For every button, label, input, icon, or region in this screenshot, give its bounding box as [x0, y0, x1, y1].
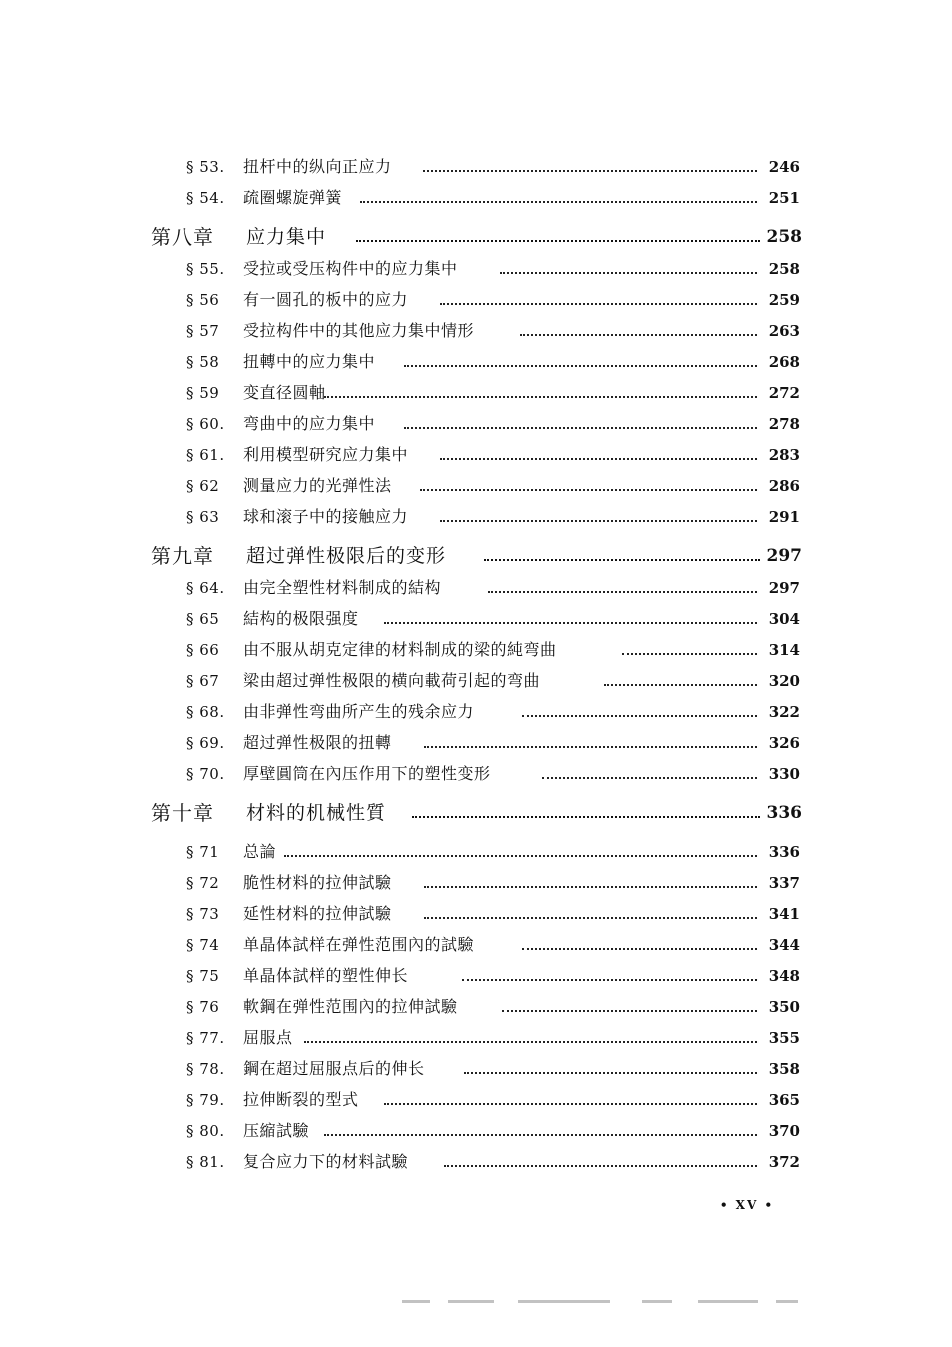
dot-leader — [384, 605, 757, 633]
chapter-number: 第十章 — [151, 801, 214, 825]
section-title: 有一圆孔的板中的应力 — [243, 290, 409, 309]
section-number: § 72 — [186, 874, 220, 892]
toc-entry-81 — [0, 1148, 952, 1176]
section-title: 軟鋼在弹性范围內的拉伸試驗 — [243, 997, 458, 1016]
toc-entry-76 — [0, 993, 952, 1021]
toc-entry-55 — [0, 255, 952, 283]
dot-leader — [502, 993, 757, 1021]
section-title: 扭杆中的纵向正应力 — [243, 157, 392, 176]
page-number: 283 — [768, 446, 800, 464]
toc-entry-70 — [0, 760, 952, 788]
page-number: 291 — [768, 508, 800, 526]
section-title: 测量应力的光弹性法 — [243, 476, 392, 495]
section-title: 扭轉中的应力集中 — [243, 352, 376, 371]
toc-entry-64 — [0, 574, 952, 602]
section-title: 受拉或受压构件中的应力集中 — [243, 259, 458, 278]
toc-entry-54 — [0, 184, 952, 212]
section-title: 总論 — [243, 842, 277, 861]
toc-entry-65 — [0, 605, 952, 633]
section-title: 压縮試驗 — [243, 1121, 310, 1140]
page-number: 304 — [768, 610, 800, 628]
page-number: 330 — [768, 765, 800, 783]
section-number: § 76 — [186, 998, 220, 1016]
section-number: § 77. — [186, 1029, 225, 1047]
page-number: 336 — [768, 843, 800, 861]
toc-entry-53 — [0, 153, 952, 181]
dot-leader — [440, 286, 757, 314]
scan-artifact — [776, 1300, 798, 1303]
dot-leader — [440, 503, 757, 531]
section-number: § 67 — [186, 672, 220, 690]
page-number: 322 — [768, 703, 800, 721]
section-number: § 63 — [186, 508, 220, 526]
section-number: § 62 — [186, 477, 220, 495]
dot-leader — [404, 348, 757, 376]
dot-leader — [324, 1117, 757, 1145]
section-number: § 53. — [186, 158, 225, 176]
section-number: § 68. — [186, 703, 225, 721]
section-title: 受拉构件中的其他应力集中情形 — [243, 321, 475, 340]
section-title: 疏圈螺旋弹簧 — [243, 188, 343, 207]
dot-leader — [420, 472, 757, 500]
section-title: 单晶体試样在弹性范围內的試驗 — [243, 935, 475, 954]
chapter-number: 第九章 — [151, 544, 214, 568]
page-number: 246 — [768, 158, 800, 176]
toc-entry-72 — [0, 869, 952, 897]
page-number: 336 — [766, 803, 802, 823]
toc-entry-68 — [0, 698, 952, 726]
dot-leader — [356, 221, 760, 253]
section-title: 球和滚子中的接触应力 — [243, 507, 409, 526]
chapter-title: 应力集中 — [246, 226, 327, 248]
chapter-number: 第八章 — [151, 225, 214, 249]
page-number: 326 — [768, 734, 800, 752]
toc-entry-59 — [0, 379, 952, 407]
dot-leader — [522, 698, 757, 726]
section-number: § 58 — [186, 353, 220, 371]
toc-entry-77 — [0, 1024, 952, 1052]
scan-artifact — [698, 1300, 758, 1303]
dot-leader — [440, 441, 757, 469]
page-number: 348 — [768, 967, 800, 985]
section-number: § 73 — [186, 905, 220, 923]
section-number: § 59 — [186, 384, 220, 402]
toc-entry-60 — [0, 410, 952, 438]
page-number: 286 — [768, 477, 800, 495]
scan-artifact — [518, 1300, 610, 1303]
dot-leader — [423, 153, 757, 181]
page-number: 320 — [768, 672, 800, 690]
page-number: 358 — [768, 1060, 800, 1078]
section-number: § 74 — [186, 936, 220, 954]
dot-leader — [304, 1024, 757, 1052]
section-number: § 75 — [186, 967, 220, 985]
section-title: 复合应力下的材料試驗 — [243, 1152, 409, 1171]
section-title: 弯曲中的应力集中 — [243, 414, 376, 433]
page-number: 272 — [768, 384, 800, 402]
dot-leader — [384, 1086, 757, 1114]
section-title: 变直径圆軸 — [243, 383, 326, 402]
toc-entry-80 — [0, 1117, 952, 1145]
toc-entry-67 — [0, 667, 952, 695]
section-number: § 70. — [186, 765, 225, 783]
scan-artifact — [448, 1300, 494, 1303]
dot-leader — [412, 797, 760, 829]
dot-leader — [360, 184, 757, 212]
section-title: 脆性材料的拉伸試驗 — [243, 873, 392, 892]
toc-entry-57 — [0, 317, 952, 345]
toc-entry-61 — [0, 441, 952, 469]
section-number: § 81. — [186, 1153, 225, 1171]
section-number: § 80. — [186, 1122, 225, 1140]
page-number: 297 — [768, 579, 800, 597]
section-number: § 60. — [186, 415, 225, 433]
toc-chapter-9 — [0, 540, 952, 572]
section-title: 鋼在超过屈服点后的伸长 — [243, 1059, 425, 1078]
dot-leader — [542, 760, 757, 788]
section-number: § 57 — [186, 322, 220, 340]
page-number: 297 — [766, 546, 802, 566]
dot-leader — [488, 574, 757, 602]
toc-entry-62 — [0, 472, 952, 500]
page-number: 251 — [768, 189, 800, 207]
section-title: 厚壁圓筒在內压作用下的塑性变形 — [243, 764, 491, 783]
dot-leader — [444, 1148, 757, 1176]
dot-leader — [464, 1055, 757, 1083]
page-number: 350 — [768, 998, 800, 1016]
section-title: 由完全塑性材料制成的結构 — [243, 578, 442, 597]
dot-leader — [424, 900, 757, 928]
page-number: 258 — [768, 260, 800, 278]
dot-leader — [284, 838, 757, 866]
section-number: § 79. — [186, 1091, 225, 1109]
toc-entry-66 — [0, 636, 952, 664]
section-number: § 66 — [186, 641, 220, 659]
scan-artifact — [402, 1300, 430, 1303]
section-title: 超过弹性极限的扭轉 — [243, 733, 392, 752]
section-title: 单晶体試样的塑性伸长 — [243, 966, 409, 985]
toc-entry-56 — [0, 286, 952, 314]
toc-entry-78 — [0, 1055, 952, 1083]
page-number: 268 — [768, 353, 800, 371]
page-number: 344 — [768, 936, 800, 954]
dot-leader — [604, 667, 757, 695]
dot-leader — [424, 729, 757, 757]
page-number: 355 — [768, 1029, 800, 1047]
section-number: § 78. — [186, 1060, 225, 1078]
section-number: § 61. — [186, 446, 225, 464]
toc-chapter-8 — [0, 221, 952, 253]
page-number: 370 — [768, 1122, 800, 1140]
dot-leader — [324, 379, 757, 407]
toc-entry-75 — [0, 962, 952, 990]
section-title: 梁由超过弹性极限的横向載荷引起的弯曲 — [243, 671, 541, 690]
section-number: § 69. — [186, 734, 225, 752]
section-number: § 71 — [186, 843, 220, 861]
section-number: § 56 — [186, 291, 220, 309]
page-number: 263 — [768, 322, 800, 340]
section-title: 結构的极限强度 — [243, 609, 359, 628]
toc-entry-63 — [0, 503, 952, 531]
page-number: 258 — [766, 227, 802, 247]
toc-entry-74 — [0, 931, 952, 959]
toc-entry-69 — [0, 729, 952, 757]
page-number: 365 — [768, 1091, 800, 1109]
section-number: § 54. — [186, 189, 225, 207]
toc-entry-79 — [0, 1086, 952, 1114]
section-title: 由非弹性弯曲所产生的残余应力 — [243, 702, 475, 721]
dot-leader — [500, 255, 757, 283]
toc-entry-58 — [0, 348, 952, 376]
page-folio: • XV • — [719, 1198, 775, 1212]
page-number: 372 — [768, 1153, 800, 1171]
page-number: 314 — [768, 641, 800, 659]
toc-chapter-10 — [0, 797, 952, 829]
section-title: 延性材料的拉伸試驗 — [243, 904, 392, 923]
section-title: 由不服从胡克定律的材料制成的梁的純弯曲 — [243, 640, 557, 659]
dot-leader — [622, 636, 757, 664]
dot-leader — [520, 317, 757, 345]
section-number: § 64. — [186, 579, 225, 597]
section-title: 屈服点 — [243, 1028, 293, 1047]
page-number: 278 — [768, 415, 800, 433]
dot-leader — [404, 410, 757, 438]
page-number: 337 — [768, 874, 800, 892]
section-number: § 55. — [186, 260, 225, 278]
section-title: 拉伸断裂的型式 — [243, 1090, 359, 1109]
page-number: 259 — [768, 291, 800, 309]
dot-leader — [462, 962, 757, 990]
dot-leader — [424, 869, 757, 897]
chapter-title: 超过弹性极限后的变形 — [246, 545, 447, 567]
toc-entry-71 — [0, 838, 952, 866]
section-title: 利用模型研究应力集中 — [243, 445, 409, 464]
dot-leader — [522, 931, 757, 959]
toc-entry-73 — [0, 900, 952, 928]
scan-artifact — [642, 1300, 672, 1303]
dot-leader — [484, 540, 760, 572]
chapter-title: 材料的机械性質 — [246, 802, 387, 824]
page-number: 341 — [768, 905, 800, 923]
section-number: § 65 — [186, 610, 220, 628]
